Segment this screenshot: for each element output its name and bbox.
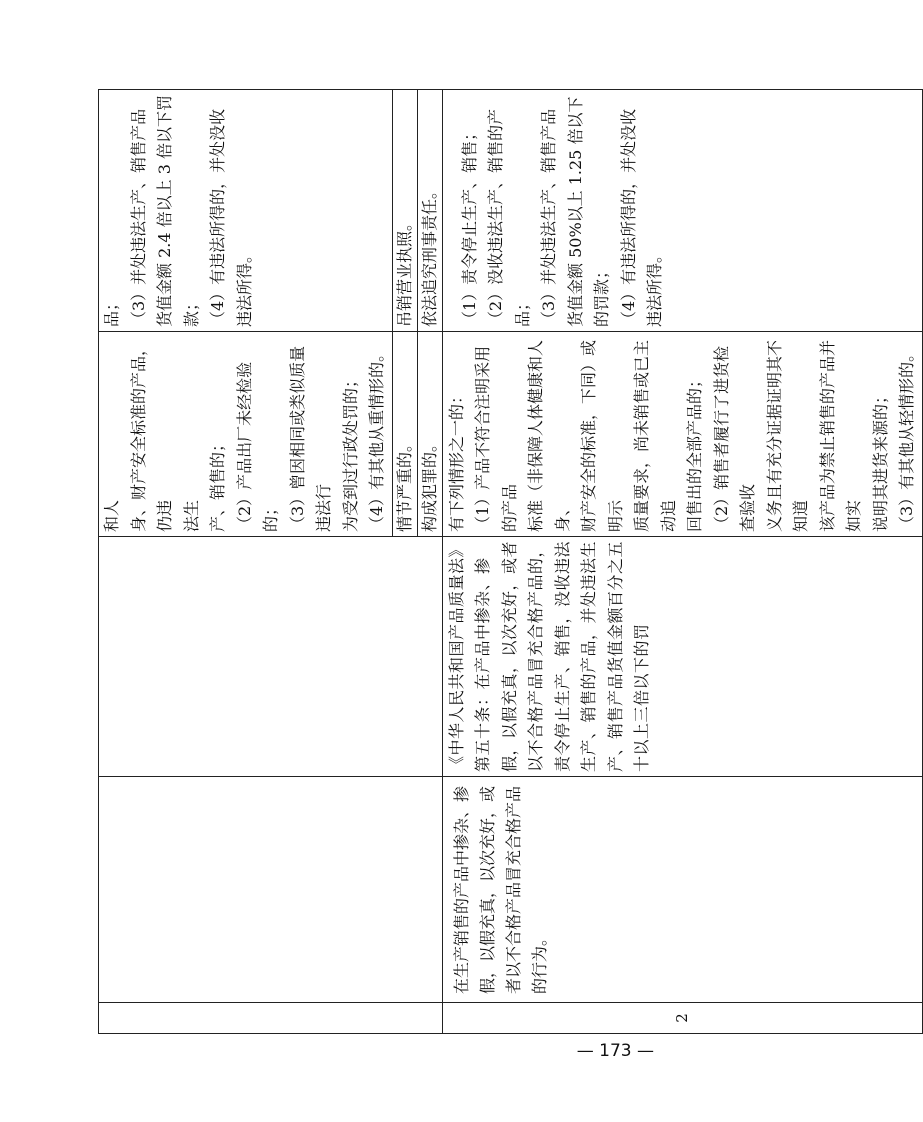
text-line: 货值金额 2.4 倍以上 3 倍以下罚 <box>155 95 174 327</box>
text-line: 法生 <box>181 499 201 532</box>
text-line: 款； <box>181 294 201 327</box>
rotated-page-content <box>98 90 916 1034</box>
text-line: （2）销售者履行了进货检查验收 <box>711 345 757 532</box>
mitigating-circumstances <box>442 332 922 537</box>
text-line: 身、财产安全标准的产品，仍违 <box>128 339 174 532</box>
text-line: 货值金额 50%以上 1.25 倍以下 <box>565 96 585 327</box>
text-line: （3）有其他从轻情形的。 <box>897 345 916 532</box>
violation-description: 在生产销售的产品中掺杂、掺假，以假充真，以次充好，或者以不合格产品冒充合格产品的行为。 <box>442 777 922 1003</box>
text-line: （1）产品不符合注明采用的产品 <box>473 345 519 532</box>
text-line: 为受到过行政处罚的； <box>340 371 360 532</box>
text-line: 财产安全的标准，下同）或明示 <box>579 339 625 532</box>
text-line: （3）曾因相同或类似质量违法行 <box>287 345 333 532</box>
text-line: 违法所得。 <box>234 246 254 327</box>
text-line: 标准（非保障人体健康和人身、 <box>526 339 572 532</box>
serious-penalty-cell: 吊销营业执照。 <box>392 90 417 332</box>
page-number-text: — 173 — <box>576 1041 654 1061</box>
legal-basis: 《中华人民共和国产品质量法》第五十条：在产品中掺杂、掺假，以假充真，以次充好，或者以不合格产品冒充合格产品的，责令停止生产、销售，没收违法生产、销售的产品，并处违法生产、销售产品货值金额百分之五十以上三倍以下的罚 <box>442 537 922 777</box>
text-line: 说明其进货来源的； <box>870 387 890 532</box>
text-line: 品； <box>512 294 532 327</box>
prev-circumstance-cell <box>99 332 393 537</box>
crime-penalty-cell: 依法追究刑事责任。 <box>417 90 442 332</box>
text-line: 有下列情形之一的： <box>446 387 466 532</box>
text-line: 和人 <box>102 499 121 532</box>
prev-basis-cell <box>99 537 443 777</box>
text-line: （3）并处违法生产、销售产品 <box>539 108 558 327</box>
text-line: （4）有其他从重情形的。 <box>367 345 386 532</box>
table-row <box>99 90 393 1034</box>
prev-penalty-cell <box>99 90 393 332</box>
text-line: 质量要求，尚未销售或已主动追 <box>632 339 678 532</box>
text-line: 违法所得。 <box>645 246 664 327</box>
serious-circumstance-cell: 情节严重的。 <box>392 332 417 537</box>
row-number: 2 <box>442 1003 922 1034</box>
text-line: 该产品为禁止销售的产品并如实 <box>817 339 863 532</box>
text-line: （4）有违法所得的，并处没收 <box>618 108 638 327</box>
mitigated-penalty <box>442 90 922 332</box>
text-line: （2）产品出厂未经检验的； <box>234 361 280 532</box>
text-line: （1）责令停止生产、销售； <box>459 124 479 327</box>
text-line: 产、销售的； <box>208 435 227 532</box>
prev-number-cell <box>99 1003 443 1034</box>
regulation-table <box>98 89 923 1034</box>
prev-violation-cell <box>99 777 443 1003</box>
page-number <box>0 1041 793 1061</box>
text-line: （2）没收违法生产、销售的产 <box>486 108 505 327</box>
crime-circumstance-cell: 构成犯罪的。 <box>417 332 442 537</box>
text-line: 的罚款； <box>592 262 611 327</box>
text-line: （4）有违法所得的，并处没收 <box>208 108 227 327</box>
text-line: 回售出的全部产品的； <box>685 371 704 532</box>
table-row <box>442 90 922 1034</box>
text-line: （3）并处违法生产、销售产品 <box>128 108 148 327</box>
text-line: 义务且有充分证据证明其不知道 <box>764 339 810 532</box>
text-line: 品； <box>102 294 121 327</box>
